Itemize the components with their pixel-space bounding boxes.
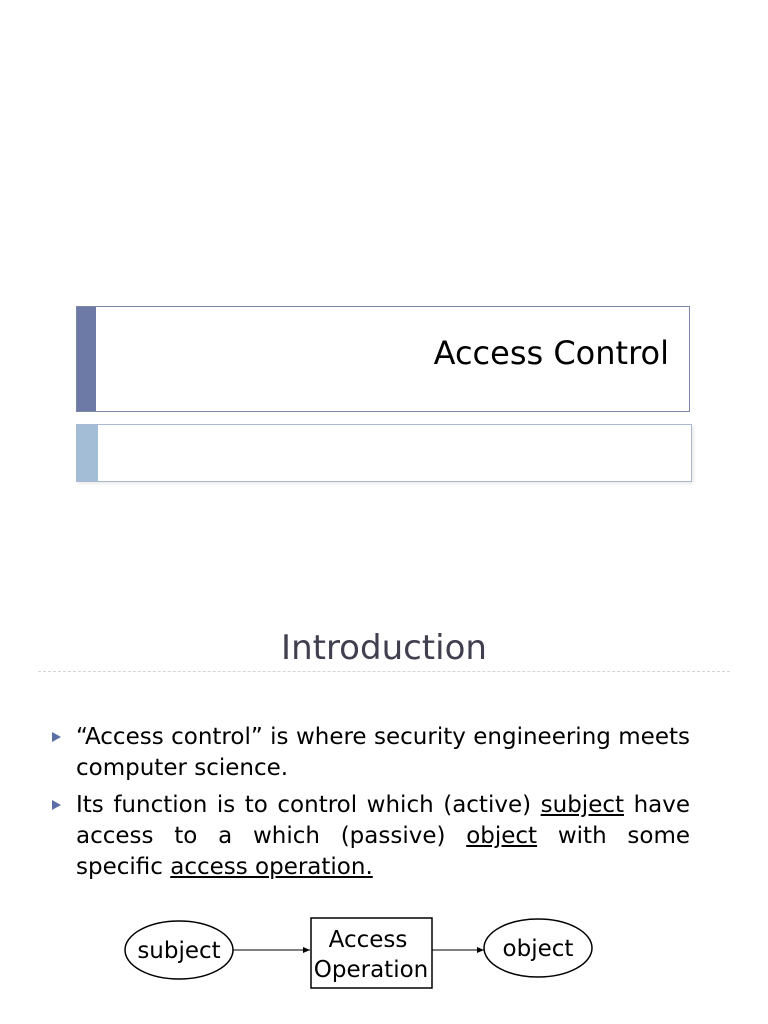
operation-node-label-line1: Access [328,927,408,953]
object-term: object [466,823,538,849]
bullet-text: have access to a which (passive) [76,792,690,849]
intro-heading: Introduction [281,628,487,668]
subtitle-accent-bar [77,425,98,481]
bullet-text: “Access control” is where security engineering meets computer science. [76,724,690,781]
slide-title: Access Control [433,334,669,372]
subtitle-box [76,424,692,482]
triangle-bullet-icon [52,732,61,742]
title-accent-bar [77,307,96,411]
bullet-text: Its function is to control which (active) [76,792,541,818]
access-diagram [0,910,768,1010]
bullet-list [52,722,690,889]
operation-node-label-line2: Operation [313,957,429,983]
heading-divider [38,671,730,672]
access-operation-term: access operation. [170,854,373,880]
title-box [76,306,690,412]
object-node-label: object [502,936,574,962]
triangle-bullet-icon [52,800,61,810]
subject-term: subject [540,792,625,818]
subject-node-label: subject [137,938,221,964]
bullet-text: with some specific [76,823,691,880]
bullet-item [52,722,690,784]
bullet-item [52,790,690,883]
